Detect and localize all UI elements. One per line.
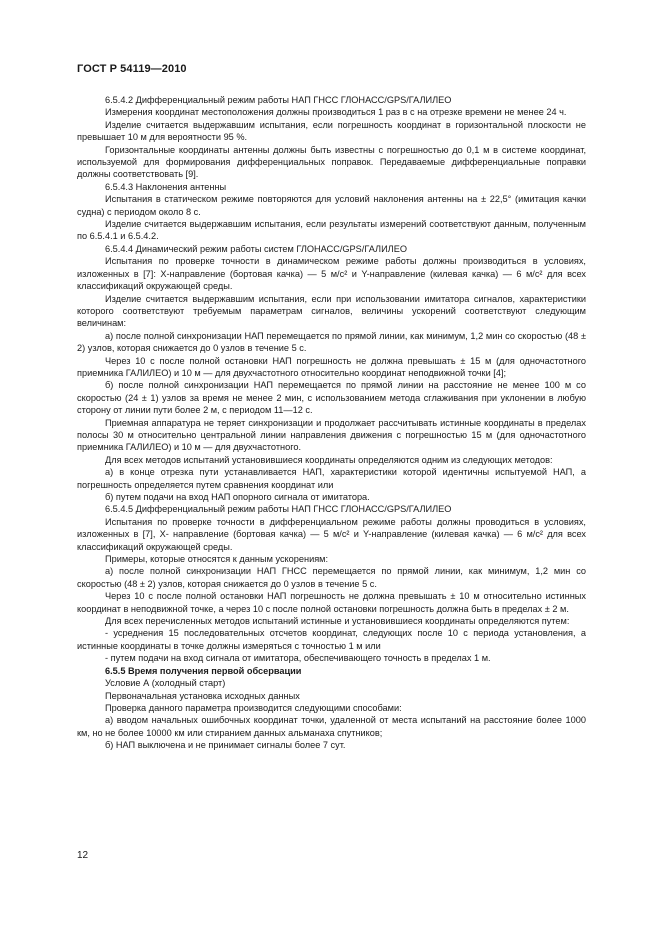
paragraph: Испытания в статическом режиме повторяются для условий наклонения антенны на ± 22,5° (имитация качки судна) с периодом около 8 с.	[77, 194, 586, 217]
paragraph: Изделие считается выдержавшим испытания, если при использовании имитатора сигналов, характеристики которого соответствуют требуемым параметрам сигналов, величины ускорений соответствуют следующим величинам:	[77, 293, 586, 329]
paragraph: Изделие считается выдержавшим испытания, если погрешность координат в горизонтальной плоскости не превышает 10 м для вероятности 95 %.	[77, 119, 586, 143]
paragraph: Испытания по проверке точности в динамическом режиме работы должны производиться в условиях, изложенных в [7]: X-направление (бортовая качка) — 5 м/с² и Y-направление (килевая качка) — 6 м/с² для всех классификаций окружающей среды.	[77, 256, 586, 292]
paragraph: Для всех перечисленных методов испытаний истинные и установившиеся координаты определяются путем:	[105, 616, 570, 627]
document-header: ГОСТ Р 54119—2010	[77, 63, 187, 75]
list-item: - путем подачи на вход сигнала от имитатора, обеспечивающего точность в пределах 1 м.	[105, 653, 491, 664]
list-item: а) после полной синхронизации НАП перемещается по прямой линии, как минимум, 1,2 мин со скоростью (48 ± 2) узлов, которая снижается до 0 узлов в течение 5 с.	[77, 330, 586, 354]
paragraph: Горизонтальные координаты антенны должны быть известны с погрешностью до 0,1 м в системе координат, используемой для формирования дифференциальных поправок. Передаваемые дифференциальные поправки должны соответствовать [9].	[77, 144, 586, 180]
paragraph: Измерения координат местоположения должны производиться 1 раз в с на отрезке времени не менее 24 ч.	[105, 107, 567, 118]
list-item: а) после полной синхронизации НАП ГНСС перемещается по прямой линии, как минимум, 1,2 мин со скоростью (48 ± 2) узлов, которая снижается до 0 узлов в течение 5 с.	[77, 566, 586, 589]
list-item: а) в конце отрезка пути устанавливается НАП, характеристики которой идентичны испытуемой НАП, а погрешность определяется путем сравнения координат или	[77, 467, 586, 490]
paragraph: Для всех методов испытаний установившиеся координаты определяются одним из следующих методов:	[105, 454, 553, 465]
paragraph: Первоначальная установка исходных данных	[105, 690, 300, 701]
paragraph: Примеры, которые относятся к данным ускорениям:	[105, 554, 329, 565]
list-item: б) путем подачи на вход НАП опорного сигнала от имитатора.	[105, 492, 370, 502]
paragraph: Приемная аппаратура не теряет синхронизации и продолжает рассчитывать истинные координаты в пределах полосы 30 м относительно центральной линии направления движения с погрешностью 15 м (для одночастотного приемника ГАЛИЛЕО) и 10 м — для двухчастотного.	[77, 417, 586, 453]
paragraph: Через 10 с после полной остановки НАП погрешность не должна превышать ± 10 м относительно истинных координат в неподвижной точке, а через 10 с после полной остановки погрешность должна быть в пределах ± 2 м.	[77, 591, 586, 614]
paragraph: Через 10 с после полной остановки НАП погрешность не должна превышать ± 15 м (для одночастотного приемника ГАЛИЛЕО) и 10 м — для двухчастотного относительно координат неподвижной точки [4];	[77, 355, 586, 378]
section-heading-6-5-5: 6.5.5 Время получения первой обсервации	[105, 665, 302, 676]
section-heading-6-5-4-3: 6.5.4.3 Наклонения антенны	[105, 181, 227, 192]
list-item: б) после полной синхронизации НАП перемещается по прямой линии на расстояние не менее 100 м со скоростью (24 ± 1) узлов за время не менее 2 мин, с использованием метода сглаживания при уклонении в любую сторону от линии пути более 2 м, с периодом 11—12 с.	[77, 380, 586, 416]
section-heading-6-5-4-4: 6.5.4.4 Динамический режим работы систем ГЛОНАСС/GPS/ГАЛИЛЕО	[105, 243, 407, 254]
section-heading-6-5-4-2: 6.5.4.2 Дифференциальный режим работы НАП ГНСС ГЛОНАСС/GPS/ГАЛИЛЕО	[105, 95, 452, 105]
paragraph: Условие А (холодный старт)	[105, 678, 226, 689]
paragraph: Проверка данного параметра производится следующими способами:	[105, 702, 402, 713]
paragraph: Изделие считается выдержавшим испытания, если результаты измерений соответствуют данным, полученным по 6.5.4.1 и 6.5.4.2.	[77, 219, 586, 242]
list-item: а) вводом начальных ошибочных координат точки, удаленной от места испытаний на расстояние более 1000 км, но не более 10000 км или стиранием данных альманаха спутников;	[77, 715, 586, 738]
paragraph: Испытания по проверке точности в дифференциальном режиме работы должны проводиться в условиях, изложенных в [7], X- направление (бортовая качка) — 5 м/с² и Y-направление (килевая качка) — 6 м/с² для всех классификаций окружающей среды.	[77, 516, 586, 552]
page-number: 12	[77, 850, 89, 861]
list-item: б) НАП выключена и не принимает сигналы более 7 сут.	[105, 740, 346, 751]
section-heading-6-5-4-5: 6.5.4.5 Дифференциальный режим работы НАП ГНСС ГЛОНАСС/GPS/ГАЛИЛЕО	[105, 504, 452, 515]
list-item: - усреднения 15 последовательных отсчетов координат, следующих после 10 с периода установления, а истинные координаты в точке должны измеряться с точностью 1 м или	[77, 628, 586, 651]
document-body	[77, 94, 586, 752]
